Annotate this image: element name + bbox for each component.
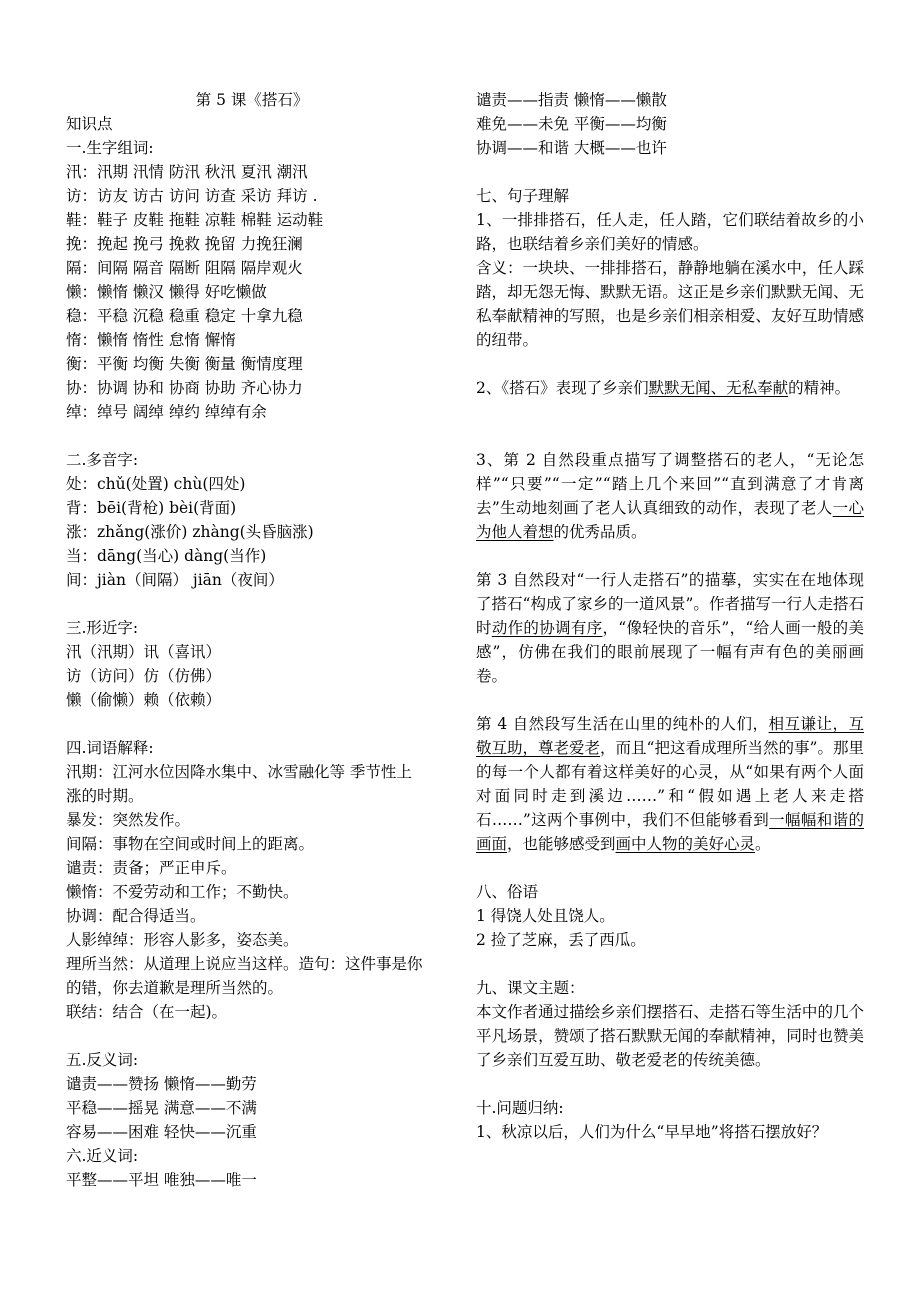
- list-item: 汛：汛期 汛情 防汛 秋汛 夏汛 潮汛: [66, 163, 308, 181]
- spacer: [476, 952, 864, 976]
- spacer: [476, 688, 864, 712]
- list-item: 汛期：江河水位因降水集中、冰雪融化等 季节性上: [66, 763, 412, 781]
- underlined-answer: 一心为他人着想: [476, 499, 864, 541]
- synonym-list: [66, 1168, 464, 1192]
- list-item: 绰：绰号 阔绰 绰约 绰绰有余: [66, 403, 267, 421]
- similar-char-list: [66, 640, 464, 712]
- list-item: 2 捡了芝麻，丢了西瓜。: [476, 931, 646, 949]
- spacer: [476, 1072, 864, 1096]
- underlined-answer: 默默无闻、无私奉献: [648, 379, 789, 397]
- list-item: 访（访问）仿（仿佛）: [66, 667, 222, 685]
- sentence-3: [476, 448, 864, 544]
- list-item: 联结：结合（在一起)。: [66, 1003, 228, 1021]
- section-heading: 三.形近字:: [66, 619, 139, 637]
- list-item: 平整——平坦 唯独——唯一: [66, 1171, 257, 1189]
- section-heading: 四.词语解释:: [66, 739, 154, 757]
- definition-list: [66, 760, 464, 1024]
- list-item: 的错，你去道歉是理所当然的。: [66, 979, 284, 997]
- spacer: [476, 424, 864, 448]
- list-item: 协调：配合得适当。: [66, 907, 206, 925]
- list-item: 间：jiàn（间隔） jiān（夜间）: [66, 571, 284, 589]
- list-item: 容易——困难 轻快——沉重: [66, 1123, 257, 1141]
- right-column: [476, 88, 864, 1144]
- list-item: 间隔：事物在空间或时间上的距离。: [66, 835, 315, 853]
- theme-text: 本文作者通过描绘乡亲们摆搭石、走搭石等生活中的几个平凡场景，赞颂了搭石默默无闻的奉献精神，同时也赞美了乡亲们互爱互助、敬老爱老的传统美德。: [476, 1003, 864, 1069]
- underlined-answer: 相互谦让，互敬互助，尊老爱老: [476, 715, 864, 757]
- list-item: 人影绰绰：形容人影多，姿态美。: [66, 931, 299, 949]
- list-item: 汛（汛期）讯（喜讯）: [66, 643, 222, 661]
- list-item: 协：协调 协和 协商 协助 齐心协力: [66, 379, 303, 397]
- section-heading: 十.问题归纳:: [476, 1099, 564, 1117]
- spacer: [476, 544, 864, 568]
- antonym-list: [66, 1072, 464, 1144]
- underlined-answer: 画中人物的美好心灵: [615, 835, 756, 853]
- text-run: 3、第 2 自然段重点描写了调整搭石的老人，“无论怎样”“只要”“一定”“踏上几个来回”“直到满意了才肯离去”生动地刻画了老人认真细致的动作，表现了老人: [476, 451, 864, 517]
- list-item: 协调——和谐 大概——也许: [476, 139, 667, 157]
- text-run: 第 3 自然段对“一行人走搭石”的描摹，实实在在地体现了搭石“构成了家乡的一道风景”。作者描写一行人走搭石时: [476, 571, 864, 637]
- text-run: ，而且“把这看成理所当然的事”。那里的每一个人都有着这样美好的心灵，从“如果有两个人面对面同时走到溪边……”和“假如遇上老人来走搭石……”这两个事例中，我们不但能够看到: [476, 739, 864, 829]
- list-item: 访：访友 访古 访问 访查 采访 拜访 .: [66, 187, 318, 205]
- question-1: 1、秋凉以后，人们为什么“早早地”将搭石摆放好？: [476, 1123, 828, 1141]
- polyphone-list: [66, 472, 464, 592]
- list-item: 平稳——摇晃 满意——不满: [66, 1099, 257, 1117]
- list-item: 懒（偷懒）赖（依赖）: [66, 691, 222, 709]
- section-heading: 一.生字组词:: [66, 139, 154, 157]
- spacer: [476, 352, 864, 376]
- sentence-2: [476, 376, 864, 400]
- left-column: [66, 88, 464, 1192]
- list-item: 理所当然：从道理上说应当这样。造句：这件事是你: [66, 955, 423, 973]
- list-item: 背：bēi(背枪) bèi(背面): [66, 499, 237, 517]
- text-run: 。: [755, 835, 771, 853]
- section-heading: 六.近义词:: [66, 1147, 139, 1165]
- list-item: 1 得饶人处且饶人。: [476, 907, 615, 925]
- text-run: 第 4 自然段写生活在山里的纯朴的人们，: [476, 715, 769, 733]
- section-heading: 五.反义词:: [66, 1051, 139, 1069]
- spacer: [476, 160, 864, 184]
- proverb-list: [476, 904, 864, 952]
- sentence-1-meaning: 含义：一块块、一排排搭石，静静地躺在溪水中，任人踩踏，却无怨无悔、默默无语。这正是乡亲们默默无闻、无私奉献精神的写照，也是乡亲们相亲相爱、友好互助情感的纽带。: [476, 259, 864, 349]
- spacer: [66, 1024, 464, 1048]
- list-item: 惰：懒惰 惰性 怠惰 懈惰: [66, 331, 236, 349]
- text-run: ，也能够感受到: [507, 835, 616, 853]
- list-item: 懒：懒惰 懒汉 懒得 好吃懒做: [66, 283, 267, 301]
- list-item: 谴责——赞扬 懒惰——勤劳: [66, 1075, 257, 1093]
- text-run: 的精神。: [788, 379, 851, 397]
- list-item: 衡：平衡 均衡 失衡 衡量 衡情度理: [66, 355, 303, 373]
- list-item: 隔：间隔 隔音 隔断 阻隔 隔岸观火: [66, 259, 303, 277]
- list-item: 当：dāng(当心) dàng(当作): [66, 547, 267, 565]
- spacer: [66, 424, 464, 448]
- text-run: ，“像轻快的音乐”，“给人画一般的美感”，仿佛在我们的眼前展现了一幅有声有色的美丽画卷。: [476, 619, 864, 685]
- list-item: 鞋：鞋子 皮鞋 拖鞋 凉鞋 棉鞋 运动鞋: [66, 211, 324, 229]
- page-title: 第 5 课《搭石》: [195, 91, 309, 109]
- list-item: 懒惰：不爱劳动和工作；不勤快。: [66, 883, 299, 901]
- list-item: 挽：挽起 挽弓 挽救 挽留 力挽狂澜: [66, 235, 303, 253]
- underlined-answer: 一幅幅和谐的画面: [476, 811, 864, 853]
- synonym-list-continued: [476, 88, 864, 160]
- list-item: 处：chǔ(处置) chù(四处): [66, 475, 246, 493]
- spacer: [476, 400, 864, 424]
- text-run: 的优秀品质。: [553, 523, 647, 541]
- section-heading: 二.多音字:: [66, 451, 139, 469]
- spacer: [476, 856, 864, 880]
- spacer: [66, 592, 464, 616]
- underlined-answer: 动作的协调有序: [491, 619, 603, 637]
- knowledge-label: 知识点: [66, 115, 113, 133]
- section-heading: 八、俗语: [476, 883, 539, 901]
- paragraph-4-analysis: [476, 712, 864, 856]
- list-item: 暴发：突然发作。: [66, 811, 191, 829]
- list-item: 涨：zhǎng(涨价) zhàng(头昏脑涨): [66, 523, 314, 541]
- section-heading: 七、句子理解: [476, 187, 570, 205]
- sentence-1: 1、一排排搭石，任人走，任人踏，它们联结着故乡的小路，也联结着乡亲们美好的情感。: [476, 211, 864, 253]
- section-heading: 九、课文主题：: [476, 979, 585, 997]
- list-item: 谴责：责备；严正申斥。: [66, 859, 237, 877]
- list-item: 稳：平稳 沉稳 稳重 稳定 十拿九稳: [66, 307, 303, 325]
- paragraph-3-analysis: [476, 568, 864, 688]
- list-item: 谴责——指责 懒惰——懒散: [476, 91, 667, 109]
- text-run: 2、《搭石》表现了乡亲们: [476, 379, 649, 397]
- word-group-list: [66, 160, 464, 424]
- list-item: 涨的时期。: [66, 787, 144, 805]
- spacer: [66, 712, 464, 736]
- list-item: 难免——未免 平衡——均衡: [476, 115, 667, 133]
